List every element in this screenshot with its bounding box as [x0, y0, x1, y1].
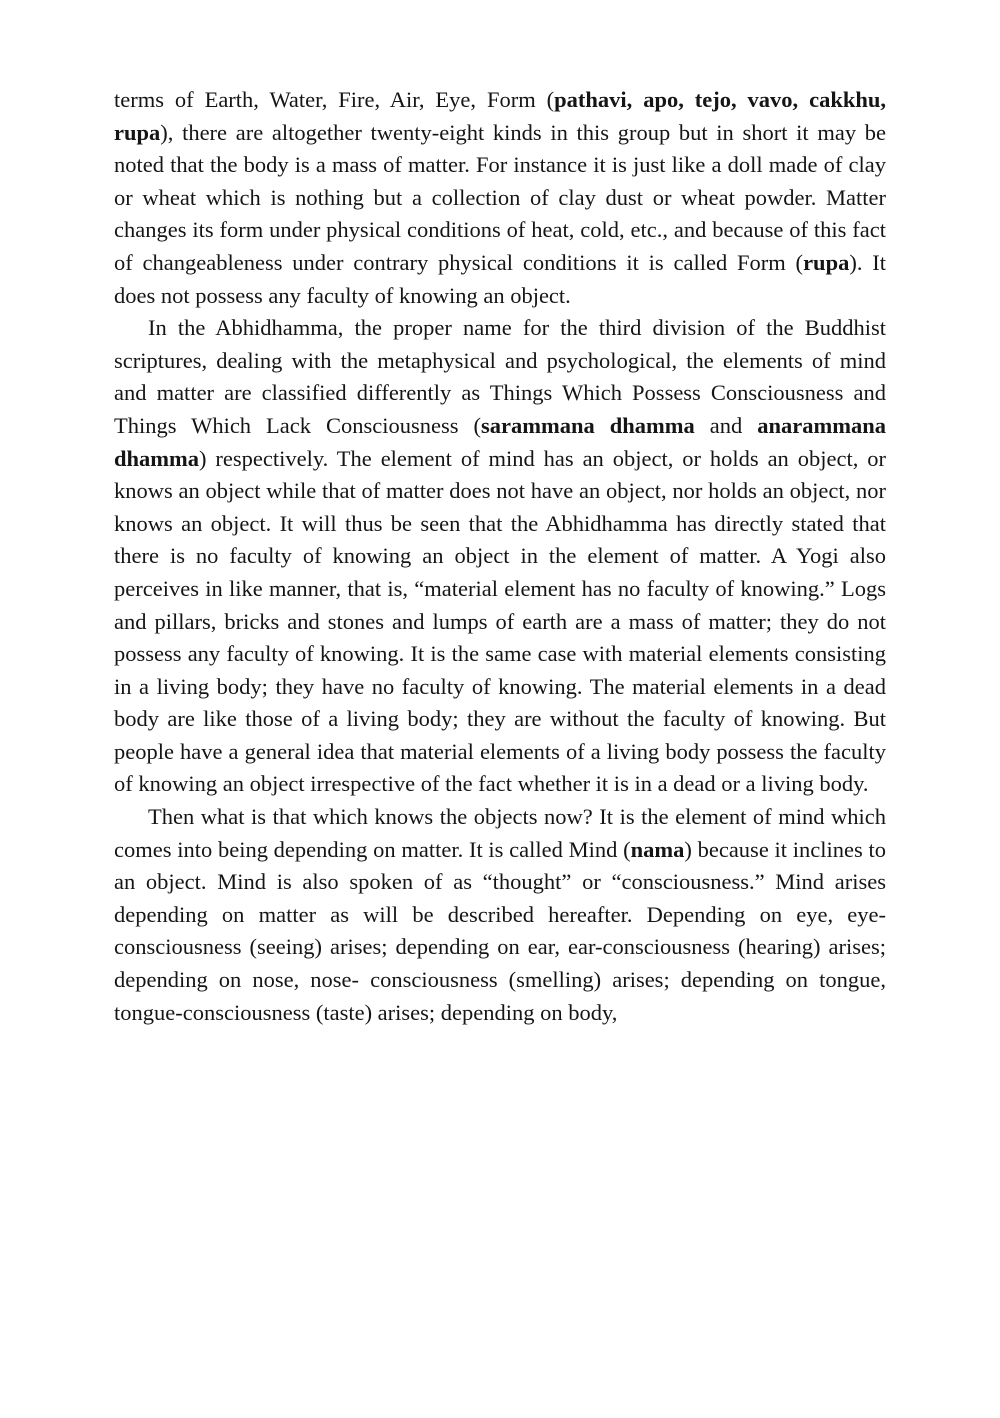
text-span: ), there are altogether twenty-eight kinds in this group but in short it may be noted that the body is a mass of matter. For instance it is just like a doll made of clay or wheat which is nothing but a collection of clay dust or wheat powder. Matter changes its form under physical conditions of heat, cold, etc., and because of this fact of changeableness under contrary physical conditions it is called Form ( [114, 119, 886, 275]
page-text [114, 84, 886, 1029]
pali-term: nama [630, 836, 685, 862]
paragraph-3 [114, 801, 886, 1029]
text-span: In the Abhidhamma, the proper name for the third division of the Buddhist scriptures, dealing with the metaphysical and psychological, the elements of mind and matter are classified differently as Things Which Possess Consciousness and Things Which Lack Consciousness ( [114, 315, 886, 438]
text-span: terms of Earth, Water, Fire, Air, Eye, Form ( [114, 87, 555, 112]
pali-term: sarammana dhamma [481, 412, 695, 438]
paragraph-2 [114, 312, 886, 801]
pali-term: rupa [803, 249, 850, 275]
paragraph-1 [114, 84, 886, 312]
text-span: ) because it inclines to an object. Mind is also spoken of as “thought” or “consciousness.” Mind arises depending on matter as will be described hereafter. Depending on eye, eye- consciousness (seeing) arises; depending on ear, ear-consciousness (hearing) arises; depending on nose, nose- consciousness (smelling) arises; depending on tongue, tongue-consciousness (taste) arises; depending on body, [114, 836, 886, 1025]
text-span: ). It does not possess any faculty of knowing an object. [114, 249, 886, 308]
pali-term: pathavi, apo, tejo, vavo, cakkhu, rupa [114, 87, 887, 145]
text-span: ) respectively. The element of mind has an object, or holds an object, or knows an object while that of matter does not have an object, nor holds an object, nor knows an object. It will thus be seen that the Abhidhamma has directly stated that there is no faculty of knowing an object in the element of matter. A Yogi also perceives in like manner, that is, “material element has no faculty of knowing.” Logs and pillars, bricks and stones and lumps of earth are a mass of matter; they do not possess any faculty of knowing. It is the same case with material elements consisting in a living body; they have no faculty of knowing. The material elements in a dead body are like those of a living body; they are without the faculty of knowing. But people have a general idea that material elements of a living body possess the faculty of knowing an object irrespective of the fact whether it is in a dead or a living body. [114, 445, 886, 797]
text-span: Then what is that which knows the objects now? It is the element of mind which comes into being depending on matter. It is called Mind ( [114, 804, 886, 862]
pali-term: anarammana dhamma [114, 412, 886, 471]
text-span: and [694, 412, 758, 438]
